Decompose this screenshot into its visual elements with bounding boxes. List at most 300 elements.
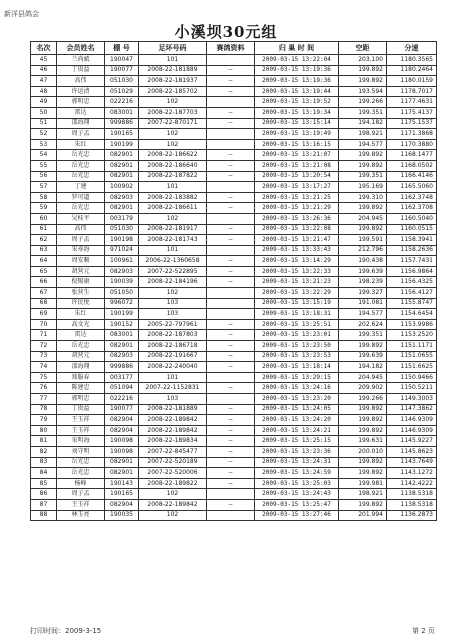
time-cell: 2009-03-15 13:19:44 xyxy=(255,86,339,97)
loft-cell: 190143 xyxy=(105,478,139,489)
info-cell xyxy=(207,372,255,383)
member-cell: 罗可道 xyxy=(57,192,105,203)
table-row xyxy=(31,372,437,383)
time-cell: 2009-03-15 13:22:33 xyxy=(255,266,339,277)
info-cell: -- xyxy=(207,256,255,267)
ring-cell: 2008-22-181917 xyxy=(139,224,207,235)
table-row xyxy=(31,256,437,267)
table-row xyxy=(31,404,437,415)
speed-cell: 1138.5318 xyxy=(387,499,437,510)
table-row xyxy=(31,235,437,246)
table-row xyxy=(31,55,437,66)
distance-cell: 198.921 xyxy=(339,129,387,140)
distance-cell: 190.438 xyxy=(339,256,387,267)
loft-cell: 971024 xyxy=(105,245,139,256)
member-cell: 丁贵益 xyxy=(57,65,105,76)
time-cell: 2009-03-15 13:21:07 xyxy=(255,150,339,161)
member-cell: 朱红 xyxy=(57,139,105,150)
speed-cell: 1170.3880 xyxy=(387,139,437,150)
ring-cell: 102 xyxy=(139,288,207,299)
ring-cell: 101 xyxy=(139,55,207,66)
time-cell: 2009-03-15 13:23:53 xyxy=(255,351,339,362)
ring-cell: 2008-22-240040 xyxy=(139,362,207,373)
info-cell: -- xyxy=(207,457,255,468)
time-cell: 2009-03-15 13:15:19 xyxy=(255,298,339,309)
time-cell: 2009-03-15 13:24:20 xyxy=(255,415,339,426)
speed-cell: 1160.0515 xyxy=(387,224,437,235)
distance-cell: 193.594 xyxy=(339,86,387,97)
ring-cell: 2008-22-181889 xyxy=(139,65,207,76)
speed-cell: 1150.5211 xyxy=(387,383,437,394)
time-cell: 2009-03-15 13:24:16 xyxy=(255,383,339,394)
col-header-rank: 名次 xyxy=(31,42,57,55)
loft-cell: 082901 xyxy=(105,171,139,182)
member-cell: 岳光忠 xyxy=(57,341,105,352)
member-cell: 岳光忠 xyxy=(57,171,105,182)
distance-cell: 194.182 xyxy=(339,362,387,373)
member-cell: 朱红 xyxy=(57,309,105,320)
info-cell: -- xyxy=(207,415,255,426)
speed-cell: 1177.4631 xyxy=(387,97,437,108)
ring-cell: 2007-22-1152831 xyxy=(139,383,207,394)
table-row xyxy=(31,468,437,479)
rank-cell: 56 xyxy=(31,171,57,182)
ring-cell: 102 xyxy=(139,510,207,521)
info-cell xyxy=(207,489,255,500)
ring-cell: 103 xyxy=(139,298,207,309)
col-header-speed: 分速 xyxy=(387,42,437,55)
member-cell: 倪锡康 xyxy=(57,277,105,288)
time-cell: 2009-03-15 13:15:14 xyxy=(255,118,339,129)
time-cell: 2009-03-15 13:25:47 xyxy=(255,499,339,510)
rank-cell: 79 xyxy=(31,415,57,426)
table-row xyxy=(31,425,437,436)
rank-cell: 50 xyxy=(31,107,57,118)
time-cell: 2009-03-15 13:23:20 xyxy=(255,394,339,405)
loft-cell: 082901 xyxy=(105,468,139,479)
table-row xyxy=(31,150,437,161)
time-cell: 2009-03-15 13:21:23 xyxy=(255,277,339,288)
ring-cell: 2008-22-187703 xyxy=(139,107,207,118)
time-cell: 2009-03-15 13:21:47 xyxy=(255,235,339,246)
member-cell: 高文光 xyxy=(57,319,105,330)
speed-cell: 1154.6454 xyxy=(387,309,437,320)
speed-cell: 1143.7649 xyxy=(387,457,437,468)
distance-cell: 198.239 xyxy=(339,277,387,288)
rank-cell: 60 xyxy=(31,213,57,224)
distance-cell: 199.892 xyxy=(339,76,387,87)
time-cell: 2009-03-15 13:24:59 xyxy=(255,468,339,479)
results-table xyxy=(30,41,437,521)
rank-cell: 48 xyxy=(31,86,57,97)
table-row xyxy=(31,436,437,447)
speed-cell: 1168.0502 xyxy=(387,160,437,171)
ring-cell: 2008-22-189822 xyxy=(139,478,207,489)
table-row xyxy=(31,192,437,203)
member-cell: 林玉亮 xyxy=(57,510,105,521)
speed-cell: 1146.9309 xyxy=(387,415,437,426)
info-cell: -- xyxy=(207,362,255,373)
distance-cell: 199.892 xyxy=(339,341,387,352)
info-cell: -- xyxy=(207,266,255,277)
loft-cell: 003177 xyxy=(105,372,139,383)
col-header-arrival-time: 归 巢 时 间 xyxy=(255,42,339,55)
member-cell: 张营生 xyxy=(57,288,105,299)
table-row xyxy=(31,213,437,224)
rank-cell: 68 xyxy=(31,298,57,309)
distance-cell: 199.266 xyxy=(339,394,387,405)
time-cell: 2009-03-15 13:21:08 xyxy=(255,160,339,171)
loft-cell: 190077 xyxy=(105,65,139,76)
speed-cell: 1145.9227 xyxy=(387,436,437,447)
info-cell xyxy=(207,245,255,256)
ring-cell: 2006-22-1360658 xyxy=(139,256,207,267)
info-cell: -- xyxy=(207,235,255,246)
distance-cell: 194.182 xyxy=(339,118,387,129)
info-cell xyxy=(207,97,255,108)
member-cell: 丁贵益 xyxy=(57,404,105,415)
loft-cell: 082901 xyxy=(105,160,139,171)
rank-cell: 69 xyxy=(31,309,57,320)
loft-cell: 190199 xyxy=(105,139,139,150)
ring-cell: 103 xyxy=(139,394,207,405)
speed-cell: 1180.3565 xyxy=(387,55,437,66)
table-row xyxy=(31,182,437,193)
rank-cell: 81 xyxy=(31,436,57,447)
loft-cell: 100902 xyxy=(105,182,139,193)
loft-cell: 051030 xyxy=(105,76,139,87)
table-row xyxy=(31,203,437,214)
speed-cell: 1162.3748 xyxy=(387,192,437,203)
rank-cell: 76 xyxy=(31,383,57,394)
time-cell: 2009-03-15 13:23:50 xyxy=(255,341,339,352)
table-row xyxy=(31,224,437,235)
time-cell: 2009-03-15 13:19:52 xyxy=(255,97,339,108)
speed-cell: 1157.7431 xyxy=(387,256,437,267)
table-row xyxy=(31,478,437,489)
table-row xyxy=(31,446,437,457)
loft-cell: 051050 xyxy=(105,288,139,299)
info-cell: -- xyxy=(207,86,255,97)
table-row xyxy=(31,86,437,97)
page-number: 第 2 页 xyxy=(412,627,435,635)
distance-cell: 199.892 xyxy=(339,203,387,214)
col-header-distance: 空距 xyxy=(339,42,387,55)
rank-cell: 88 xyxy=(31,510,57,521)
speed-cell: 1162.3708 xyxy=(387,203,437,214)
ring-cell: 101 xyxy=(139,245,207,256)
time-cell: 2009-03-15 13:17:27 xyxy=(255,182,339,193)
table-row xyxy=(31,288,437,299)
table-header-row xyxy=(31,42,437,55)
info-cell xyxy=(207,182,255,193)
member-cell: 许民悦 xyxy=(57,298,105,309)
loft-cell: 082901 xyxy=(105,150,139,161)
time-cell: 2009-03-15 13:24:31 xyxy=(255,457,339,468)
speed-cell: 1156.4127 xyxy=(387,288,437,299)
member-cell: 岳光忠 xyxy=(57,150,105,161)
time-cell: 2009-03-15 13:21:29 xyxy=(255,203,339,214)
ring-cell: 2008-22-189834 xyxy=(139,436,207,447)
table-row xyxy=(31,383,437,394)
distance-cell: 194.577 xyxy=(339,139,387,150)
table-row xyxy=(31,65,437,76)
info-cell xyxy=(207,139,255,150)
ring-cell: 102 xyxy=(139,489,207,500)
rank-cell: 61 xyxy=(31,224,57,235)
time-cell: 2009-03-15 13:20:54 xyxy=(255,171,339,182)
speed-cell: 1168.1477 xyxy=(387,150,437,161)
member-cell: 郭明忠 xyxy=(57,394,105,405)
info-cell: -- xyxy=(207,203,255,214)
print-time: 打印时间：2009-3-15 xyxy=(30,627,102,635)
info-cell xyxy=(207,55,255,66)
distance-cell: 199.266 xyxy=(339,97,387,108)
time-cell: 2009-03-15 13:19:36 xyxy=(255,76,339,87)
distance-cell: 198.921 xyxy=(339,489,387,500)
table-row xyxy=(31,415,437,426)
distance-cell: 199.892 xyxy=(339,457,387,468)
info-cell xyxy=(207,298,255,309)
table-row xyxy=(31,277,437,288)
loft-cell: 190035 xyxy=(105,510,139,521)
info-cell: -- xyxy=(207,468,255,479)
loft-cell: 082904 xyxy=(105,415,139,426)
col-header-pigeon-info: 赛鸽资料 xyxy=(207,42,255,55)
member-cell: 吴桂平 xyxy=(57,213,105,224)
speed-cell: 1158.2636 xyxy=(387,245,437,256)
ring-cell: 102 xyxy=(139,97,207,108)
rank-cell: 71 xyxy=(31,330,57,341)
distance-cell: 195.169 xyxy=(339,182,387,193)
table-row xyxy=(31,309,437,320)
table-row xyxy=(31,139,437,150)
time-cell: 2009-03-15 13:21:25 xyxy=(255,192,339,203)
ring-cell: 2008-22-181743 xyxy=(139,235,207,246)
rank-cell: 73 xyxy=(31,351,57,362)
time-cell: 2009-03-15 13:27:46 xyxy=(255,510,339,521)
distance-cell: 199.892 xyxy=(339,224,387,235)
info-cell: -- xyxy=(207,330,255,341)
distance-cell: 191.081 xyxy=(339,298,387,309)
ring-cell: 102 xyxy=(139,213,207,224)
col-header-ring: 足环号码 xyxy=(139,42,207,55)
info-cell: -- xyxy=(207,192,255,203)
rank-cell: 57 xyxy=(31,182,57,193)
info-cell: -- xyxy=(207,499,255,510)
info-cell: -- xyxy=(207,478,255,489)
distance-cell: 194.577 xyxy=(339,309,387,320)
loft-cell: 083001 xyxy=(105,107,139,118)
member-cell: 邵海翔 xyxy=(57,118,105,129)
table-row xyxy=(31,97,437,108)
rank-cell: 46 xyxy=(31,65,57,76)
speed-cell: 1147.3862 xyxy=(387,404,437,415)
time-cell: 2009-03-15 13:18:14 xyxy=(255,362,339,373)
speed-cell: 1165.5060 xyxy=(387,182,437,193)
rank-cell: 51 xyxy=(31,118,57,129)
ring-cell: 2008-22-181937 xyxy=(139,76,207,87)
table-row xyxy=(31,118,437,129)
info-cell: -- xyxy=(207,150,255,161)
member-cell: 郑服春 xyxy=(57,372,105,383)
col-header-loft: 棚 号 xyxy=(105,42,139,55)
speed-cell: 1175.1537 xyxy=(387,118,437,129)
time-cell: 2009-03-15 13:24:21 xyxy=(255,425,339,436)
member-cell: 邵海翔 xyxy=(57,362,105,373)
ring-cell: 102 xyxy=(139,129,207,140)
info-cell: -- xyxy=(207,351,255,362)
loft-cell: 999886 xyxy=(105,362,139,373)
loft-cell: 996072 xyxy=(105,298,139,309)
info-cell: -- xyxy=(207,107,255,118)
member-cell: 许运清 xyxy=(57,86,105,97)
info-cell: -- xyxy=(207,436,255,447)
rank-cell: 86 xyxy=(31,489,57,500)
speed-cell: 1155.8747 xyxy=(387,298,437,309)
speed-cell: 1178.7017 xyxy=(387,86,437,97)
member-cell: 岳光忠 xyxy=(57,160,105,171)
distance-cell: 212.796 xyxy=(339,245,387,256)
speed-cell: 1146.9309 xyxy=(387,425,437,436)
ring-cell: 2007-22-522895 xyxy=(139,266,207,277)
member-cell: 周子孟 xyxy=(57,129,105,140)
member-cell: 刘守明 xyxy=(57,446,105,457)
info-cell: -- xyxy=(207,76,255,87)
rank-cell: 80 xyxy=(31,425,57,436)
rank-cell: 77 xyxy=(31,394,57,405)
ring-cell: 102 xyxy=(139,139,207,150)
distance-cell: 199.892 xyxy=(339,415,387,426)
speed-cell: 1153.2520 xyxy=(387,330,437,341)
loft-cell: 190198 xyxy=(105,235,139,246)
table-row xyxy=(31,160,437,171)
loft-cell: 190165 xyxy=(105,489,139,500)
time-cell: 2009-03-15 13:24:05 xyxy=(255,404,339,415)
time-cell: 2009-03-15 13:22:29 xyxy=(255,288,339,299)
loft-cell: 022216 xyxy=(105,97,139,108)
ring-cell: 101 xyxy=(139,372,207,383)
rank-cell: 83 xyxy=(31,457,57,468)
loft-cell: 082903 xyxy=(105,192,139,203)
rank-cell: 62 xyxy=(31,235,57,246)
rank-cell: 52 xyxy=(31,129,57,140)
ring-cell: 2008-22-181889 xyxy=(139,404,207,415)
loft-cell: 082903 xyxy=(105,351,139,362)
table-row xyxy=(31,266,437,277)
rank-cell: 72 xyxy=(31,341,57,352)
distance-cell: 209.902 xyxy=(339,383,387,394)
speed-cell: 1180.0159 xyxy=(387,76,437,87)
ring-cell: 2008-22-189842 xyxy=(139,499,207,510)
time-cell: 2009-03-15 13:14:29 xyxy=(255,256,339,267)
time-cell: 2009-03-15 13:23:36 xyxy=(255,446,339,457)
ring-cell: 101 xyxy=(139,182,207,193)
member-cell: 周子孟 xyxy=(57,235,105,246)
loft-cell: 100961 xyxy=(105,256,139,267)
ring-cell: 2007-22-520006 xyxy=(139,468,207,479)
col-header-member: 会员姓名 xyxy=(57,42,105,55)
time-cell: 2009-03-15 13:19:34 xyxy=(255,107,339,118)
rank-cell: 85 xyxy=(31,478,57,489)
speed-cell: 1153.9986 xyxy=(387,319,437,330)
loft-cell: 082901 xyxy=(105,341,139,352)
distance-cell: 201.994 xyxy=(339,510,387,521)
loft-cell: 190098 xyxy=(105,446,139,457)
speed-cell: 1150.9466 xyxy=(387,372,437,383)
ring-cell: 2008-22-186611 xyxy=(139,203,207,214)
info-cell: -- xyxy=(207,171,255,182)
info-cell: -- xyxy=(207,341,255,352)
member-cell: 王玉祥 xyxy=(57,415,105,426)
ring-cell: 2008-22-191667 xyxy=(139,351,207,362)
time-cell: 2009-03-15 13:18:31 xyxy=(255,309,339,320)
time-cell: 2009-03-15 13:16:15 xyxy=(255,139,339,150)
member-cell: 宋明海 xyxy=(57,436,105,447)
loft-cell: 190098 xyxy=(105,436,139,447)
speed-cell: 1149.3003 xyxy=(387,394,437,405)
table-row xyxy=(31,245,437,256)
member-cell: 胡营元 xyxy=(57,266,105,277)
distance-cell: 199.351 xyxy=(339,330,387,341)
loft-cell: 051029 xyxy=(105,86,139,97)
member-cell: 高伟 xyxy=(57,76,105,87)
member-cell: 岳光忠 xyxy=(57,457,105,468)
speed-cell: 1156.4325 xyxy=(387,277,437,288)
speed-cell: 1151.1171 xyxy=(387,341,437,352)
member-cell: 陈建忠 xyxy=(57,383,105,394)
loft-cell: 082904 xyxy=(105,425,139,436)
ring-cell: 2007-22-520189 xyxy=(139,457,207,468)
rank-cell: 75 xyxy=(31,372,57,383)
table-row xyxy=(31,341,437,352)
speed-cell: 1151.6625 xyxy=(387,362,437,373)
info-cell: -- xyxy=(207,118,255,129)
distance-cell: 199.892 xyxy=(339,404,387,415)
speed-cell: 1166.4146 xyxy=(387,171,437,182)
info-cell: -- xyxy=(207,404,255,415)
rank-cell: 63 xyxy=(31,245,57,256)
ring-cell: 103 xyxy=(139,309,207,320)
member-cell: 兰尚斌 xyxy=(57,55,105,66)
info-cell xyxy=(207,288,255,299)
time-cell: 2009-03-15 13:25:15 xyxy=(255,436,339,447)
ring-cell: 2008-22-189842 xyxy=(139,425,207,436)
info-cell: -- xyxy=(207,277,255,288)
rank-cell: 74 xyxy=(31,362,57,373)
loft-cell: 082901 xyxy=(105,457,139,468)
ring-cell: 2008-22-183882 xyxy=(139,192,207,203)
table-row xyxy=(31,489,437,500)
rank-cell: 64 xyxy=(31,256,57,267)
time-cell: 2009-03-15 13:19:49 xyxy=(255,129,339,140)
rank-cell: 47 xyxy=(31,76,57,87)
member-cell: 杨峰 xyxy=(57,478,105,489)
distance-cell: 199.639 xyxy=(339,351,387,362)
ring-cell: 2008-22-187803 xyxy=(139,330,207,341)
table-row xyxy=(31,330,437,341)
distance-cell: 199.892 xyxy=(339,499,387,510)
table-row xyxy=(31,171,437,182)
page-title: 小溪坝30元组 xyxy=(174,23,278,41)
org-name: 新洋县鸽会 xyxy=(4,10,39,18)
speed-cell: 1151.0655 xyxy=(387,351,437,362)
loft-cell: 999886 xyxy=(105,118,139,129)
speed-cell: 1156.9864 xyxy=(387,266,437,277)
ring-cell: 2007-22-870171 xyxy=(139,118,207,129)
time-cell: 2009-03-15 13:23:01 xyxy=(255,330,339,341)
rank-cell: 87 xyxy=(31,499,57,510)
